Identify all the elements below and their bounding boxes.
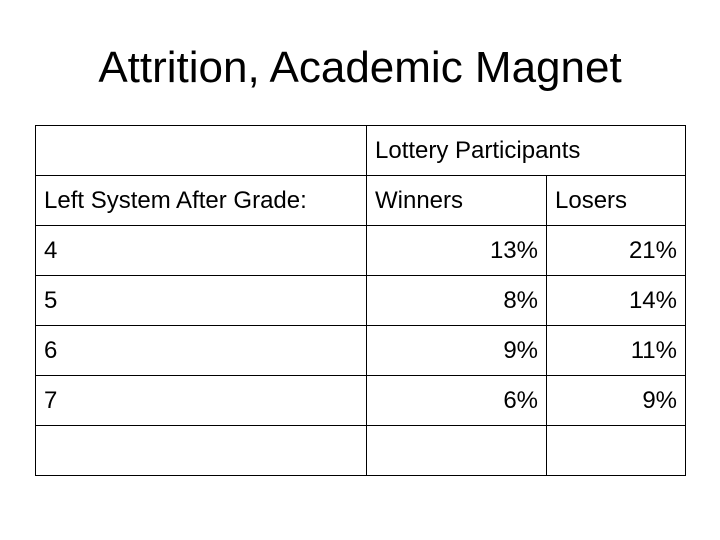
- winners-cell: 9%: [367, 326, 547, 376]
- row-header-label: Left System After Grade:: [36, 176, 367, 226]
- empty-cell: [36, 426, 367, 476]
- winners-cell: 13%: [367, 226, 547, 276]
- winners-cell: 6%: [367, 376, 547, 426]
- table-group-header-row: [36, 126, 686, 176]
- grade-cell: 5: [36, 276, 367, 326]
- empty-cell: [367, 426, 547, 476]
- column-header-losers: Losers: [547, 176, 686, 226]
- losers-cell: 21%: [547, 226, 686, 276]
- group-header-lottery-participants: Lottery Participants: [367, 126, 686, 176]
- slide-title: Attrition, Academic Magnet: [98, 43, 622, 92]
- losers-cell: 11%: [547, 326, 686, 376]
- grade-cell: 7: [36, 376, 367, 426]
- grade-cell: 4: [36, 226, 367, 276]
- table-row: [36, 376, 686, 426]
- table-row: [36, 326, 686, 376]
- empty-cell: [547, 426, 686, 476]
- table-empty-row: [36, 426, 686, 476]
- column-header-winners: Winners: [367, 176, 547, 226]
- attrition-table: [35, 125, 686, 476]
- losers-cell: 9%: [547, 376, 686, 426]
- grade-cell: 6: [36, 326, 367, 376]
- table-row: [36, 226, 686, 276]
- table-row: [36, 276, 686, 326]
- losers-cell: 14%: [547, 276, 686, 326]
- table-column-header-row: [36, 176, 686, 226]
- winners-cell: 8%: [367, 276, 547, 326]
- empty-corner-cell: [36, 126, 367, 176]
